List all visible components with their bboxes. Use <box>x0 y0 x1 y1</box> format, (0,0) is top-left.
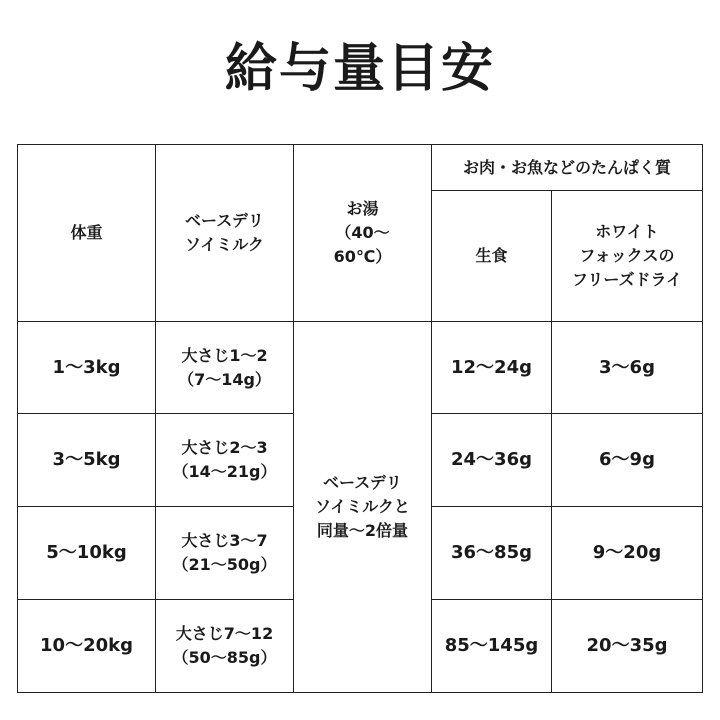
water-note-cell: ベースデリ ソイミルクと 同量〜2倍量 <box>294 322 432 693</box>
feeding-table <box>17 144 703 693</box>
raw-cell: 12〜24g <box>432 322 552 414</box>
raw-cell: 24〜36g <box>432 414 552 507</box>
freeze-dry-cell: 9〜20g <box>552 507 703 600</box>
header-raw-food: 生食 <box>432 191 552 322</box>
milk-cell: 大さじ1〜2 （7〜14g） <box>156 322 294 414</box>
header-weight: 体重 <box>18 145 156 322</box>
milk-cell: 大さじ2〜3 （14〜21g） <box>156 414 294 507</box>
freeze-dry-cell: 20〜35g <box>552 600 703 693</box>
table-row <box>18 322 703 414</box>
freeze-dry-cell: 3〜6g <box>552 322 703 414</box>
raw-cell: 36〜85g <box>432 507 552 600</box>
freeze-dry-cell: 6〜9g <box>552 414 703 507</box>
header-freeze-dry: ホワイト フォックスの フリーズドライ <box>552 191 703 322</box>
header-soy-milk: ベースデリ ソイミルク <box>156 145 294 322</box>
page-title: 給与量目安 <box>224 39 495 99</box>
milk-cell: 大さじ3〜7 （21〜50g） <box>156 507 294 600</box>
raw-cell: 85〜145g <box>432 600 552 693</box>
weight-cell: 5〜10kg <box>18 507 156 600</box>
milk-cell: 大さじ7〜12 （50〜85g） <box>156 600 294 693</box>
weight-cell: 1〜3kg <box>18 322 156 414</box>
weight-cell: 10〜20kg <box>18 600 156 693</box>
weight-cell: 3〜5kg <box>18 414 156 507</box>
header-protein-group: お肉・お魚などのたんぱく質 <box>432 145 703 191</box>
header-hot-water: お湯 （40〜 60℃） <box>294 145 432 322</box>
